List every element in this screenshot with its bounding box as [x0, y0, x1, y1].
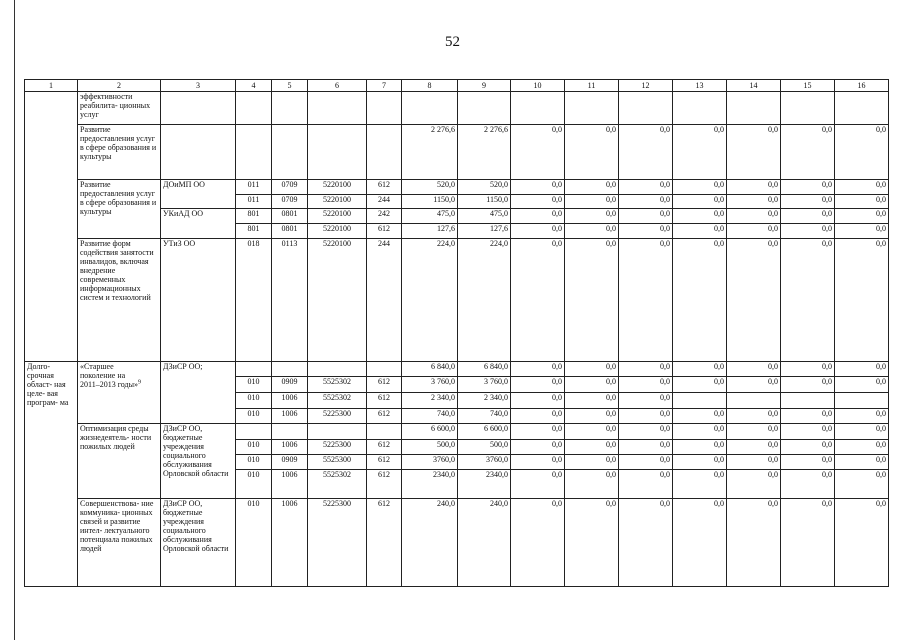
value-cell: 0,0: [511, 440, 565, 455]
value-cell: [727, 393, 781, 409]
value-cell: 0,0: [727, 125, 781, 180]
code-cell: 612: [367, 224, 402, 239]
value-cell: 0,0: [511, 499, 565, 587]
value-cell: 0,0: [565, 224, 619, 239]
code-cell: [236, 362, 272, 377]
value-cell: 0,0: [619, 470, 673, 499]
code-cell: [308, 362, 367, 377]
executor-cell: УКиАД ОО: [161, 209, 236, 239]
code-cell: 018: [236, 239, 272, 362]
value-cell: 0,0: [673, 180, 727, 195]
table-row: [25, 125, 889, 180]
value-cell: 0,0: [619, 209, 673, 224]
value-cell: [308, 92, 367, 125]
code-cell: 010: [236, 377, 272, 393]
code-cell: 1006: [272, 440, 308, 455]
value-cell: 0,0: [565, 209, 619, 224]
value-cell: 0,0: [565, 470, 619, 499]
value-cell: 0,0: [781, 209, 835, 224]
executor-cell: ДОиМП ОО: [161, 180, 236, 209]
value-cell: 0,0: [511, 224, 565, 239]
value-cell: 0,0: [565, 180, 619, 195]
value-cell: 0,0: [781, 180, 835, 195]
item-cell: эффективности реабилита- ционных услуг: [78, 92, 161, 125]
value-cell: 0,0: [781, 424, 835, 440]
value-cell: 0,0: [835, 377, 889, 393]
code-cell: 010: [236, 393, 272, 409]
value-cell: 0,0: [565, 409, 619, 424]
value-cell: 0,0: [565, 125, 619, 180]
footnote-mark: 9: [138, 379, 141, 386]
code-cell: 0709: [272, 180, 308, 195]
value-cell: 0,0: [673, 224, 727, 239]
header-cell: 5: [272, 80, 308, 92]
value-cell: 0,0: [835, 362, 889, 377]
table-row: [25, 92, 889, 125]
code-cell: 5525302: [308, 377, 367, 393]
code-cell: 5220100: [308, 239, 367, 362]
code-cell: 0909: [272, 455, 308, 470]
value-cell: 0,0: [619, 377, 673, 393]
code-cell: 801: [236, 224, 272, 239]
value-cell: 0,0: [835, 180, 889, 195]
code-cell: 612: [367, 470, 402, 499]
executor-cell: ДЗиСР ОО;: [161, 362, 236, 424]
executor-cell: [161, 92, 236, 125]
amount-cell: 2 276,6: [458, 125, 511, 180]
header-cell: 14: [727, 80, 781, 92]
value-cell: 0,0: [727, 195, 781, 209]
header-cell: 8: [402, 80, 458, 92]
amount-cell: 224,0: [458, 239, 511, 362]
code-cell: 244: [367, 195, 402, 209]
value-cell: 0,0: [565, 239, 619, 362]
value-cell: 0,0: [727, 209, 781, 224]
amount-cell: 475,0: [402, 209, 458, 224]
value-cell: 0,0: [835, 195, 889, 209]
value-cell: 0,0: [511, 362, 565, 377]
code-cell: 0801: [272, 209, 308, 224]
value-cell: 0,0: [511, 125, 565, 180]
code-cell: 1006: [272, 470, 308, 499]
code-cell: 0113: [272, 239, 308, 362]
amount-cell: 6 840,0: [458, 362, 511, 377]
code-cell: 0801: [272, 224, 308, 239]
item-cell: Совершенствова- ние коммуника- ционных связей и развитие интел- лектуального потенциала пожилых людей: [78, 499, 161, 587]
value-cell: 0,0: [673, 362, 727, 377]
value-cell: 0,0: [835, 125, 889, 180]
value-cell: 0,0: [565, 393, 619, 409]
code-cell: 612: [367, 377, 402, 393]
amount-cell: 3 760,0: [458, 377, 511, 393]
value-cell: [565, 92, 619, 125]
value-cell: 0,0: [727, 470, 781, 499]
code-cell: 011: [236, 180, 272, 195]
header-cell: 1: [25, 80, 78, 92]
value-cell: 0,0: [835, 424, 889, 440]
value-cell: 0,0: [565, 424, 619, 440]
code-cell: [367, 362, 402, 377]
code-cell: [236, 125, 272, 180]
value-cell: 0,0: [835, 224, 889, 239]
value-cell: 0,0: [781, 239, 835, 362]
value-cell: 0,0: [673, 125, 727, 180]
value-cell: 0,0: [511, 409, 565, 424]
budget-table: [24, 79, 889, 587]
value-cell: 0,0: [619, 224, 673, 239]
code-cell: 612: [367, 393, 402, 409]
value-cell: 0,0: [619, 362, 673, 377]
value-cell: 0,0: [781, 470, 835, 499]
amount-cell: 6 600,0: [402, 424, 458, 440]
table-row: [25, 362, 889, 377]
value-cell: 0,0: [727, 224, 781, 239]
value-cell: 0,0: [781, 195, 835, 209]
header-cell: 12: [619, 80, 673, 92]
program-name-cell: Долго- срочная област- ная целе- вая програм- ма: [25, 362, 78, 499]
table-header-row: [25, 80, 889, 92]
value-cell: 0,0: [511, 377, 565, 393]
code-cell: 5225300: [308, 440, 367, 455]
code-cell: 5525302: [308, 470, 367, 499]
amount-cell: 6 840,0: [402, 362, 458, 377]
item-cell: Развитие предоставления услуг в сфере образования и культуры: [78, 125, 161, 180]
value-cell: 0,0: [673, 239, 727, 362]
table-row: [25, 424, 889, 440]
code-cell: 612: [367, 409, 402, 424]
amount-cell: 2 276,6: [402, 125, 458, 180]
value-cell: 0,0: [619, 393, 673, 409]
subprogram-title: «Старшее поколение на 2011–2013 годы»: [80, 362, 138, 390]
value-cell: 0,0: [619, 239, 673, 362]
item-cell: Развитие форм содействия занятости инвалидов, включая внедрение современных информационных систем и технологий: [78, 239, 161, 362]
value-cell: 0,0: [511, 239, 565, 362]
subprogram-cell: [78, 362, 161, 424]
header-cell: 13: [673, 80, 727, 92]
value-cell: 0,0: [727, 440, 781, 455]
value-cell: 0,0: [781, 377, 835, 393]
value-cell: 0,0: [727, 499, 781, 587]
value-cell: 0,0: [511, 455, 565, 470]
value-cell: [511, 92, 565, 125]
code-cell: [367, 424, 402, 440]
value-cell: 0,0: [511, 180, 565, 195]
executor-cell: ДЗиСР ОО, бюджетные учреждения социального обслуживания Орловской области: [161, 424, 236, 499]
value-cell: [835, 92, 889, 125]
code-cell: 612: [367, 180, 402, 195]
code-cell: 242: [367, 209, 402, 224]
value-cell: 0,0: [619, 125, 673, 180]
value-cell: 0,0: [673, 409, 727, 424]
header-cell: 4: [236, 80, 272, 92]
amount-cell: 2 340,0: [458, 393, 511, 409]
code-cell: 010: [236, 440, 272, 455]
code-cell: 010: [236, 470, 272, 499]
program-cell: [25, 499, 78, 587]
value-cell: 0,0: [511, 424, 565, 440]
value-cell: 0,0: [565, 455, 619, 470]
value-cell: 0,0: [565, 499, 619, 587]
value-cell: 0,0: [781, 440, 835, 455]
code-cell: 5220100: [308, 180, 367, 195]
value-cell: 0,0: [781, 125, 835, 180]
value-cell: [402, 92, 458, 125]
value-cell: [727, 92, 781, 125]
value-cell: 0,0: [619, 424, 673, 440]
value-cell: 0,0: [781, 409, 835, 424]
code-cell: 0909: [272, 377, 308, 393]
value-cell: [367, 92, 402, 125]
value-cell: 0,0: [673, 455, 727, 470]
header-cell: 2: [78, 80, 161, 92]
amount-cell: 3 760,0: [402, 377, 458, 393]
code-cell: 1006: [272, 409, 308, 424]
value-cell: 0,0: [727, 424, 781, 440]
value-cell: 0,0: [565, 377, 619, 393]
code-cell: 244: [367, 239, 402, 362]
value-cell: [272, 92, 308, 125]
value-cell: [673, 92, 727, 125]
code-cell: 011: [236, 195, 272, 209]
code-cell: 5225300: [308, 409, 367, 424]
value-cell: 0,0: [673, 424, 727, 440]
value-cell: 0,0: [727, 409, 781, 424]
value-cell: 0,0: [511, 195, 565, 209]
amount-cell: 127,6: [402, 224, 458, 239]
value-cell: 0,0: [565, 440, 619, 455]
value-cell: 0,0: [835, 499, 889, 587]
amount-cell: 2340,0: [458, 470, 511, 499]
value-cell: 0,0: [511, 393, 565, 409]
value-cell: 0,0: [673, 470, 727, 499]
code-cell: 612: [367, 440, 402, 455]
value-cell: 0,0: [619, 195, 673, 209]
table-row: [25, 499, 889, 587]
code-cell: 5220100: [308, 224, 367, 239]
value-cell: 0,0: [781, 455, 835, 470]
code-cell: 010: [236, 455, 272, 470]
value-cell: 0,0: [727, 377, 781, 393]
executor-cell: ДЗиСР ОО, бюджетные учреждения социального обслуживания Орловской области: [161, 499, 236, 587]
value-cell: 0,0: [565, 362, 619, 377]
value-cell: 0,0: [619, 455, 673, 470]
code-cell: [272, 362, 308, 377]
amount-cell: 475,0: [458, 209, 511, 224]
amount-cell: 240,0: [402, 499, 458, 587]
value-cell: 0,0: [835, 440, 889, 455]
amount-cell: 520,0: [402, 180, 458, 195]
code-cell: [367, 125, 402, 180]
value-cell: 0,0: [565, 195, 619, 209]
value-cell: 0,0: [727, 239, 781, 362]
header-cell: 11: [565, 80, 619, 92]
value-cell: 0,0: [835, 455, 889, 470]
item-cell: Оптимизация среды жизнедеятель- ности пожилых людей: [78, 424, 161, 499]
code-cell: [236, 424, 272, 440]
value-cell: 0,0: [619, 180, 673, 195]
code-cell: 0709: [272, 195, 308, 209]
value-cell: 0,0: [727, 180, 781, 195]
amount-cell: 3760,0: [402, 455, 458, 470]
table-row: [25, 239, 889, 362]
value-cell: [673, 393, 727, 409]
code-cell: 5525300: [308, 455, 367, 470]
code-cell: 5525302: [308, 393, 367, 409]
code-cell: 010: [236, 409, 272, 424]
program-cell: [25, 125, 78, 180]
amount-cell: 500,0: [402, 440, 458, 455]
value-cell: 0,0: [619, 440, 673, 455]
header-cell: 16: [835, 80, 889, 92]
amount-cell: 224,0: [402, 239, 458, 362]
amount-cell: 1150,0: [402, 195, 458, 209]
code-cell: 5220100: [308, 195, 367, 209]
value-cell: 0,0: [511, 209, 565, 224]
value-cell: 0,0: [781, 499, 835, 587]
executor-cell: [161, 125, 236, 180]
amount-cell: 740,0: [458, 409, 511, 424]
value-cell: 0,0: [835, 470, 889, 499]
value-cell: 0,0: [673, 377, 727, 393]
code-cell: [308, 125, 367, 180]
value-cell: [781, 92, 835, 125]
left-margin-line: [14, 0, 15, 640]
header-cell: 6: [308, 80, 367, 92]
code-cell: [308, 424, 367, 440]
value-cell: 0,0: [835, 239, 889, 362]
header-cell: 10: [511, 80, 565, 92]
value-cell: 0,0: [727, 455, 781, 470]
value-cell: 0,0: [781, 362, 835, 377]
program-cell: [25, 239, 78, 362]
value-cell: 0,0: [673, 440, 727, 455]
amount-cell: 3760,0: [458, 455, 511, 470]
amount-cell: 500,0: [458, 440, 511, 455]
code-cell: 1006: [272, 393, 308, 409]
code-cell: 612: [367, 499, 402, 587]
item-cell: Развитие предоставления услуг в сфере образования и культуры: [78, 180, 161, 239]
amount-cell: 6 600,0: [458, 424, 511, 440]
value-cell: 0,0: [673, 499, 727, 587]
executor-cell: УТиЗ ОО: [161, 239, 236, 362]
code-cell: 5220100: [308, 209, 367, 224]
amount-cell: 1150,0: [458, 195, 511, 209]
code-cell: [272, 424, 308, 440]
program-cell: [25, 92, 78, 125]
amount-cell: 127,6: [458, 224, 511, 239]
code-cell: 1006: [272, 499, 308, 587]
code-cell: 010: [236, 499, 272, 587]
amount-cell: 740,0: [402, 409, 458, 424]
value-cell: 0,0: [673, 209, 727, 224]
value-cell: 0,0: [673, 195, 727, 209]
value-cell: 0,0: [727, 362, 781, 377]
program-cell: [25, 180, 78, 239]
value-cell: [458, 92, 511, 125]
page-number: 52: [445, 34, 460, 50]
value-cell: [835, 393, 889, 409]
value-cell: [236, 92, 272, 125]
header-cell: 3: [161, 80, 236, 92]
value-cell: 0,0: [511, 470, 565, 499]
value-cell: 0,0: [619, 499, 673, 587]
table-row: [25, 180, 889, 195]
code-cell: 5225300: [308, 499, 367, 587]
code-cell: 801: [236, 209, 272, 224]
amount-cell: 2 340,0: [402, 393, 458, 409]
header-cell: 15: [781, 80, 835, 92]
value-cell: 0,0: [835, 409, 889, 424]
value-cell: [619, 92, 673, 125]
value-cell: 0,0: [619, 409, 673, 424]
header-cell: 9: [458, 80, 511, 92]
value-cell: 0,0: [781, 224, 835, 239]
value-cell: [781, 393, 835, 409]
amount-cell: 240,0: [458, 499, 511, 587]
amount-cell: 2340,0: [402, 470, 458, 499]
code-cell: 612: [367, 455, 402, 470]
amount-cell: 520,0: [458, 180, 511, 195]
header-cell: 7: [367, 80, 402, 92]
value-cell: 0,0: [835, 209, 889, 224]
code-cell: [272, 125, 308, 180]
